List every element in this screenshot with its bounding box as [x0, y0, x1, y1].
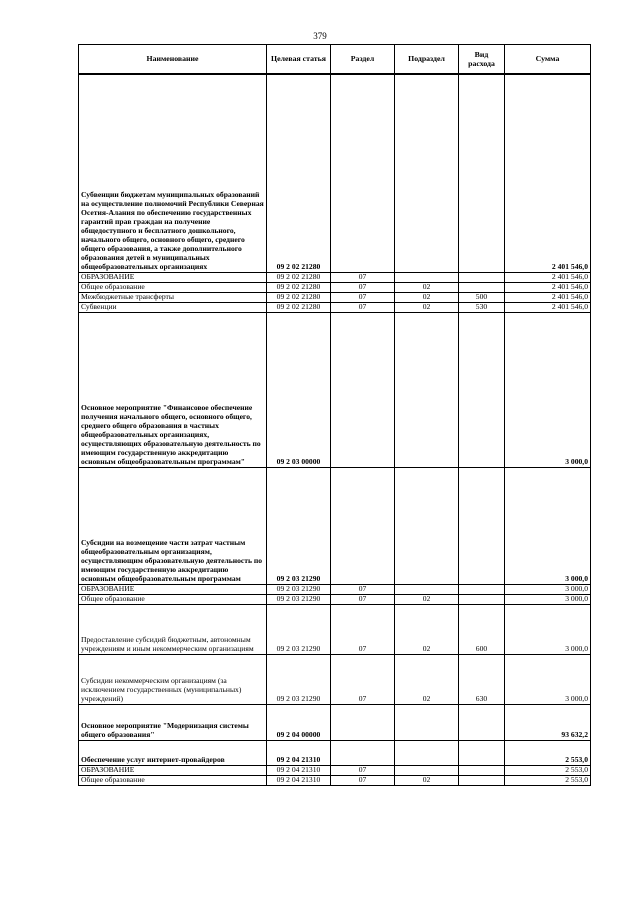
table-row	[79, 292, 591, 302]
cell-name: Общее образование	[79, 594, 267, 604]
cell-section: 07	[331, 654, 395, 704]
cell-sum: 3 000,0	[505, 312, 591, 467]
cell-target-article: 09 2 03 21290	[267, 467, 331, 584]
cell-name: Обеспечение услуг интернет-провайдеров	[79, 740, 267, 765]
cell-sum: 2 553,0	[505, 765, 591, 775]
cell-target-article: 09 2 04 00000	[267, 704, 331, 740]
cell-sum: 2 553,0	[505, 740, 591, 765]
table-row	[79, 312, 591, 467]
cell-section	[331, 704, 395, 740]
cell-name: Межбюджетные трансферты	[79, 292, 267, 302]
cell-subsection	[395, 704, 459, 740]
table-row	[79, 765, 591, 775]
cell-target-article: 09 2 04 21310	[267, 775, 331, 785]
cell-name: Основное мероприятие "Модернизация системы общего образования"	[79, 704, 267, 740]
table-row	[79, 775, 591, 785]
cell-name: Субсидии на возмещение части затрат частным общеобразовательным организациям, осуществляющим образовательную деятельность по имеющим государственную аккредитацию основным общеобразовательным программам	[79, 467, 267, 584]
cell-name: ОБРАЗОВАНИЕ	[79, 765, 267, 775]
cell-subsection: 02	[395, 654, 459, 704]
cell-section: 07	[331, 272, 395, 282]
cell-target-article: 09 2 03 21290	[267, 594, 331, 604]
cell-expense-type	[459, 594, 505, 604]
cell-section: 07	[331, 302, 395, 312]
table-header-row	[79, 45, 591, 75]
header-subsection: Подраздел	[395, 45, 459, 75]
cell-section: 07	[331, 594, 395, 604]
table-row	[79, 594, 591, 604]
cell-subsection: 02	[395, 775, 459, 785]
cell-expense-type: 500	[459, 292, 505, 302]
cell-sum: 2 401 546,0	[505, 292, 591, 302]
cell-section: 07	[331, 765, 395, 775]
cell-subsection	[395, 467, 459, 584]
cell-sum: 2 553,0	[505, 775, 591, 785]
table-row	[79, 584, 591, 594]
cell-expense-type: 530	[459, 302, 505, 312]
cell-target-article: 09 2 04 21310	[267, 740, 331, 765]
cell-expense-type	[459, 775, 505, 785]
cell-expense-type	[459, 740, 505, 765]
table-body	[79, 74, 591, 785]
cell-target-article: 09 2 03 21290	[267, 654, 331, 704]
cell-subsection: 02	[395, 302, 459, 312]
cell-expense-type	[459, 312, 505, 467]
cell-subsection	[395, 74, 459, 272]
cell-sum: 2 401 546,0	[505, 272, 591, 282]
cell-sum: 3 000,0	[505, 584, 591, 594]
cell-expense-type	[459, 282, 505, 292]
table-row	[79, 282, 591, 292]
cell-expense-type	[459, 467, 505, 584]
header-sum: Сумма	[505, 45, 591, 75]
table-row	[79, 302, 591, 312]
cell-section	[331, 467, 395, 584]
cell-target-article: 09 2 03 21290	[267, 604, 331, 654]
table-row	[79, 604, 591, 654]
cell-expense-type	[459, 704, 505, 740]
cell-subsection	[395, 740, 459, 765]
cell-sum: 2 401 546,0	[505, 282, 591, 292]
cell-subsection	[395, 272, 459, 282]
cell-name: Субвенции бюджетам муниципальных образований на осуществление полномочий Республики Северная Осетия-Алания по обеспечению государственных гарантий прав граждан на получение общедоступного и бесплатного дошкольного, начального общего, основного общего, среднего общего образования, а также дополнительного образования детей в муниципальных общеобразовательных организациях	[79, 74, 267, 272]
cell-target-article: 09 2 03 21290	[267, 584, 331, 594]
cell-name: Субвенции	[79, 302, 267, 312]
cell-name: Субсидии некоммерческим организациям (за исключением государственных (муниципальных) учреждений)	[79, 654, 267, 704]
cell-sum: 3 000,0	[505, 467, 591, 584]
cell-section	[331, 74, 395, 272]
table-row	[79, 704, 591, 740]
cell-expense-type	[459, 74, 505, 272]
table-row	[79, 467, 591, 584]
cell-section	[331, 740, 395, 765]
cell-target-article: 09 2 02 21280	[267, 74, 331, 272]
cell-expense-type: 600	[459, 604, 505, 654]
page-number: 379	[313, 31, 327, 41]
header-target-article: Целевая статья	[267, 45, 331, 75]
cell-expense-type	[459, 765, 505, 775]
cell-target-article: 09 2 02 21280	[267, 302, 331, 312]
cell-name: Общее образование	[79, 775, 267, 785]
cell-subsection: 02	[395, 292, 459, 302]
cell-subsection	[395, 312, 459, 467]
table-row	[79, 654, 591, 704]
cell-expense-type: 630	[459, 654, 505, 704]
cell-name: ОБРАЗОВАНИЕ	[79, 584, 267, 594]
cell-section: 07	[331, 604, 395, 654]
header-name: Наименование	[79, 45, 267, 75]
cell-target-article: 09 2 02 21280	[267, 282, 331, 292]
table-row	[79, 272, 591, 282]
budget-table	[78, 44, 591, 786]
cell-section	[331, 312, 395, 467]
table-row	[79, 74, 591, 272]
cell-subsection	[395, 765, 459, 775]
cell-expense-type	[459, 584, 505, 594]
cell-subsection	[395, 584, 459, 594]
cell-target-article: 09 2 03 00000	[267, 312, 331, 467]
cell-expense-type	[459, 272, 505, 282]
cell-section: 07	[331, 584, 395, 594]
cell-sum: 3 000,0	[505, 654, 591, 704]
cell-sum: 3 000,0	[505, 604, 591, 654]
cell-target-article: 09 2 02 21280	[267, 272, 331, 282]
header-section: Раздел	[331, 45, 395, 75]
cell-subsection: 02	[395, 282, 459, 292]
cell-name: ОБРАЗОВАНИЕ	[79, 272, 267, 282]
cell-sum: 93 632,2	[505, 704, 591, 740]
header-expense-type: Вид расхода	[459, 45, 505, 75]
cell-sum: 3 000,0	[505, 594, 591, 604]
cell-name: Основное мероприятие "Финансовое обеспечение получения начального общего, основного общего, среднего общего образования в частных общеобразовательных организациях, осуществляющих образовательную деятельность по имеющим государственную аккредитацию основным общеобразовательным программам"	[79, 312, 267, 467]
cell-name: Предоставление субсидий бюджетным, автономным учреждениям и иным некоммерческим организациям	[79, 604, 267, 654]
cell-sum: 2 401 546,0	[505, 74, 591, 272]
cell-sum: 2 401 546,0	[505, 302, 591, 312]
cell-section: 07	[331, 775, 395, 785]
cell-section: 07	[331, 282, 395, 292]
cell-name: Общее образование	[79, 282, 267, 292]
cell-section: 07	[331, 292, 395, 302]
cell-subsection: 02	[395, 594, 459, 604]
cell-target-article: 09 2 02 21280	[267, 292, 331, 302]
cell-target-article: 09 2 04 21310	[267, 765, 331, 775]
table-row	[79, 740, 591, 765]
cell-subsection: 02	[395, 604, 459, 654]
